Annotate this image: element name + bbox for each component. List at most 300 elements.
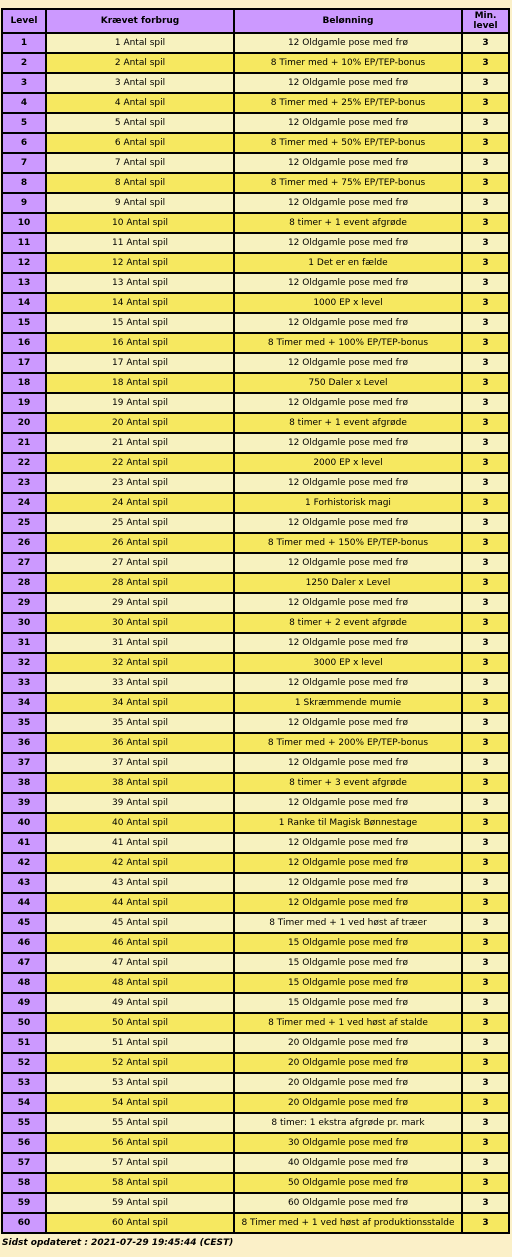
min-level-cell: 3 (463, 594, 508, 612)
min-level-cell: 3 (463, 774, 508, 792)
table-row (3, 614, 508, 632)
required-cell: 45 Antal spil (47, 914, 233, 932)
required-cell: 16 Antal spil (47, 334, 233, 352)
table-row (3, 1054, 508, 1072)
table-row (3, 574, 508, 592)
table-row (3, 134, 508, 152)
min-level-cell: 3 (463, 934, 508, 952)
min-level-cell: 3 (463, 814, 508, 832)
reward-cell: 12 Oldgamle pose med frø (235, 834, 461, 852)
table-row (3, 554, 508, 572)
level-cell: 37 (3, 754, 45, 772)
table-row (3, 674, 508, 692)
reward-cell: 60 Oldgamle pose med frø (235, 1194, 461, 1212)
level-cell: 57 (3, 1154, 45, 1172)
reward-cell: 12 Oldgamle pose med frø (235, 114, 461, 132)
table-row (3, 1074, 508, 1092)
min-level-cell: 3 (463, 974, 508, 992)
required-cell: 27 Antal spil (47, 554, 233, 572)
required-cell: 18 Antal spil (47, 374, 233, 392)
min-level-cell: 3 (463, 374, 508, 392)
min-level-cell: 3 (463, 134, 508, 152)
table-row (3, 1094, 508, 1112)
reward-cell: 1250 Daler x Level (235, 574, 461, 592)
level-cell: 28 (3, 574, 45, 592)
level-cell: 41 (3, 834, 45, 852)
min-level-cell: 3 (463, 334, 508, 352)
required-cell: 42 Antal spil (47, 854, 233, 872)
reward-cell: 12 Oldgamle pose med frø (235, 154, 461, 172)
min-level-cell: 3 (463, 514, 508, 532)
rewards-table (1, 8, 510, 1234)
required-cell: 19 Antal spil (47, 394, 233, 412)
reward-cell: 20 Oldgamle pose med frø (235, 1074, 461, 1092)
required-cell: 47 Antal spil (47, 954, 233, 972)
min-level-cell: 3 (463, 354, 508, 372)
min-level-cell: 3 (463, 634, 508, 652)
level-cell: 49 (3, 994, 45, 1012)
header-min-level-line1: Min. (474, 11, 497, 21)
min-level-cell: 3 (463, 654, 508, 672)
level-cell: 26 (3, 534, 45, 552)
required-cell: 17 Antal spil (47, 354, 233, 372)
table-row (3, 634, 508, 652)
required-cell: 9 Antal spil (47, 194, 233, 212)
table-row (3, 494, 508, 512)
min-level-cell: 3 (463, 234, 508, 252)
reward-cell: 3000 EP x level (235, 654, 461, 672)
table-row (3, 854, 508, 872)
reward-cell: 8 Timer med + 10% EP/TEP-bonus (235, 54, 461, 72)
required-cell: 3 Antal spil (47, 74, 233, 92)
table-row (3, 1034, 508, 1052)
min-level-cell: 3 (463, 174, 508, 192)
level-cell: 18 (3, 374, 45, 392)
required-cell: 37 Antal spil (47, 754, 233, 772)
reward-cell: 8 Timer med + 25% EP/TEP-bonus (235, 94, 461, 112)
required-cell: 26 Antal spil (47, 534, 233, 552)
reward-cell: 8 Timer med + 1 ved høst af produktionsstalde (235, 1214, 461, 1232)
table-row (3, 974, 508, 992)
header-min-level (463, 10, 508, 32)
reward-cell: 12 Oldgamle pose med frø (235, 34, 461, 52)
reward-cell: 8 Timer med + 75% EP/TEP-bonus (235, 174, 461, 192)
level-cell: 31 (3, 634, 45, 652)
reward-cell: 12 Oldgamle pose med frø (235, 74, 461, 92)
table-row (3, 314, 508, 332)
reward-cell: 12 Oldgamle pose med frø (235, 234, 461, 252)
level-cell: 10 (3, 214, 45, 232)
min-level-cell: 3 (463, 1094, 508, 1112)
level-cell: 34 (3, 694, 45, 712)
required-cell: 4 Antal spil (47, 94, 233, 112)
table-row (3, 914, 508, 932)
level-cell: 32 (3, 654, 45, 672)
reward-cell: 12 Oldgamle pose med frø (235, 714, 461, 732)
min-level-cell: 3 (463, 1074, 508, 1092)
table-row (3, 174, 508, 192)
table-row (3, 234, 508, 252)
min-level-cell: 3 (463, 454, 508, 472)
level-cell: 48 (3, 974, 45, 992)
level-cell: 9 (3, 194, 45, 212)
reward-cell: 12 Oldgamle pose med frø (235, 514, 461, 532)
min-level-cell: 3 (463, 1154, 508, 1172)
reward-cell: 8 timer + 1 event afgrøde (235, 214, 461, 232)
table-row (3, 1214, 508, 1232)
min-level-cell: 3 (463, 1034, 508, 1052)
min-level-cell: 3 (463, 1194, 508, 1212)
min-level-cell: 3 (463, 394, 508, 412)
reward-cell: 1 Det er en fælde (235, 254, 461, 272)
level-cell: 59 (3, 1194, 45, 1212)
reward-cell: 12 Oldgamle pose med frø (235, 274, 461, 292)
table-row (3, 114, 508, 132)
level-cell: 16 (3, 334, 45, 352)
required-cell: 30 Antal spil (47, 614, 233, 632)
required-cell: 32 Antal spil (47, 654, 233, 672)
table-row (3, 54, 508, 72)
required-cell: 53 Antal spil (47, 1074, 233, 1092)
header-row (3, 10, 508, 32)
required-cell: 60 Antal spil (47, 1214, 233, 1232)
min-level-cell: 3 (463, 854, 508, 872)
reward-cell: 12 Oldgamle pose med frø (235, 594, 461, 612)
level-cell: 6 (3, 134, 45, 152)
min-level-cell: 3 (463, 614, 508, 632)
level-cell: 22 (3, 454, 45, 472)
reward-cell: 8 Timer med + 100% EP/TEP-bonus (235, 334, 461, 352)
reward-cell: 12 Oldgamle pose med frø (235, 674, 461, 692)
required-cell: 50 Antal spil (47, 1014, 233, 1032)
min-level-cell: 3 (463, 494, 508, 512)
min-level-cell: 3 (463, 214, 508, 232)
table-row (3, 1134, 508, 1152)
level-cell: 39 (3, 794, 45, 812)
table-row (3, 294, 508, 312)
reward-cell: 30 Oldgamle pose med frø (235, 1134, 461, 1152)
level-cell: 21 (3, 434, 45, 452)
level-cell: 12 (3, 254, 45, 272)
table-row (3, 994, 508, 1012)
min-level-cell: 3 (463, 1174, 508, 1192)
required-cell: 59 Antal spil (47, 1194, 233, 1212)
table-row (3, 954, 508, 972)
table-row (3, 594, 508, 612)
table-row (3, 34, 508, 52)
header-reward: Belønning (235, 10, 461, 32)
required-cell: 11 Antal spil (47, 234, 233, 252)
level-cell: 23 (3, 474, 45, 492)
required-cell: 57 Antal spil (47, 1154, 233, 1172)
required-cell: 1 Antal spil (47, 34, 233, 52)
required-cell: 7 Antal spil (47, 154, 233, 172)
level-cell: 60 (3, 1214, 45, 1232)
min-level-cell: 3 (463, 894, 508, 912)
level-cell: 36 (3, 734, 45, 752)
reward-cell: 8 Timer med + 50% EP/TEP-bonus (235, 134, 461, 152)
table-row (3, 1014, 508, 1032)
reward-cell: 20 Oldgamle pose med frø (235, 1094, 461, 1112)
required-cell: 43 Antal spil (47, 874, 233, 892)
level-cell: 46 (3, 934, 45, 952)
min-level-cell: 3 (463, 1014, 508, 1032)
min-level-cell: 3 (463, 674, 508, 692)
min-level-cell: 3 (463, 754, 508, 772)
level-cell: 38 (3, 774, 45, 792)
min-level-cell: 3 (463, 294, 508, 312)
level-cell: 15 (3, 314, 45, 332)
table-row (3, 1194, 508, 1212)
level-cell: 54 (3, 1094, 45, 1112)
table-row (3, 434, 508, 452)
level-cell: 8 (3, 174, 45, 192)
min-level-cell: 3 (463, 74, 508, 92)
table-row (3, 274, 508, 292)
table-row (3, 654, 508, 672)
table-row (3, 474, 508, 492)
required-cell: 38 Antal spil (47, 774, 233, 792)
required-cell: 15 Antal spil (47, 314, 233, 332)
min-level-cell: 3 (463, 1134, 508, 1152)
level-cell: 42 (3, 854, 45, 872)
table-row (3, 94, 508, 112)
table-row (3, 194, 508, 212)
required-cell: 48 Antal spil (47, 974, 233, 992)
reward-cell: 12 Oldgamle pose med frø (235, 434, 461, 452)
reward-cell: 8 timer + 1 event afgrøde (235, 414, 461, 432)
reward-cell: 12 Oldgamle pose med frø (235, 194, 461, 212)
reward-cell: 8 timer + 3 event afgrøde (235, 774, 461, 792)
required-cell: 25 Antal spil (47, 514, 233, 532)
min-level-cell: 3 (463, 314, 508, 332)
level-cell: 53 (3, 1074, 45, 1092)
level-cell: 43 (3, 874, 45, 892)
min-level-cell: 3 (463, 954, 508, 972)
required-cell: 40 Antal spil (47, 814, 233, 832)
level-cell: 30 (3, 614, 45, 632)
min-level-cell: 3 (463, 114, 508, 132)
level-cell: 29 (3, 594, 45, 612)
min-level-cell: 3 (463, 794, 508, 812)
reward-cell: 12 Oldgamle pose med frø (235, 894, 461, 912)
level-cell: 3 (3, 74, 45, 92)
min-level-cell: 3 (463, 434, 508, 452)
table-row (3, 814, 508, 832)
level-cell: 1 (3, 34, 45, 52)
header-required: Krævet forbrug (47, 10, 233, 32)
required-cell: 29 Antal spil (47, 594, 233, 612)
reward-cell: 12 Oldgamle pose med frø (235, 394, 461, 412)
table-row (3, 894, 508, 912)
level-cell: 50 (3, 1014, 45, 1032)
table-row (3, 334, 508, 352)
table-row (3, 754, 508, 772)
required-cell: 10 Antal spil (47, 214, 233, 232)
required-cell: 31 Antal spil (47, 634, 233, 652)
reward-cell: 20 Oldgamle pose med frø (235, 1054, 461, 1072)
table-row (3, 1174, 508, 1192)
reward-cell: 12 Oldgamle pose med frø (235, 634, 461, 652)
reward-cell: 12 Oldgamle pose med frø (235, 754, 461, 772)
reward-cell: 750 Daler x Level (235, 374, 461, 392)
required-cell: 41 Antal spil (47, 834, 233, 852)
required-cell: 13 Antal spil (47, 274, 233, 292)
level-cell: 4 (3, 94, 45, 112)
required-cell: 24 Antal spil (47, 494, 233, 512)
last-updated: Sidst opdateret : 2021-07-29 19:45:44 (CEST) (2, 1238, 234, 1248)
required-cell: 20 Antal spil (47, 414, 233, 432)
table-row (3, 1154, 508, 1172)
table-row (3, 214, 508, 232)
required-cell: 44 Antal spil (47, 894, 233, 912)
required-cell: 28 Antal spil (47, 574, 233, 592)
reward-cell: 1 Skræmmende mumie (235, 694, 461, 712)
min-level-cell: 3 (463, 254, 508, 272)
level-cell: 27 (3, 554, 45, 572)
level-cell: 7 (3, 154, 45, 172)
min-level-cell: 3 (463, 714, 508, 732)
min-level-cell: 3 (463, 994, 508, 1012)
required-cell: 33 Antal spil (47, 674, 233, 692)
level-cell: 5 (3, 114, 45, 132)
reward-cell: 1 Forhistorisk magi (235, 494, 461, 512)
required-cell: 35 Antal spil (47, 714, 233, 732)
required-cell: 12 Antal spil (47, 254, 233, 272)
required-cell: 34 Antal spil (47, 694, 233, 712)
reward-cell: 2000 EP x level (235, 454, 461, 472)
min-level-cell: 3 (463, 874, 508, 892)
level-cell: 13 (3, 274, 45, 292)
reward-cell: 15 Oldgamle pose med frø (235, 954, 461, 972)
reward-cell: 40 Oldgamle pose med frø (235, 1154, 461, 1172)
table-row (3, 794, 508, 812)
required-cell: 54 Antal spil (47, 1094, 233, 1112)
required-cell: 56 Antal spil (47, 1134, 233, 1152)
table-row (3, 1114, 508, 1132)
required-cell: 39 Antal spil (47, 794, 233, 812)
min-level-cell: 3 (463, 834, 508, 852)
table-row (3, 874, 508, 892)
header-min-level-line2: level (473, 21, 498, 31)
min-level-cell: 3 (463, 94, 508, 112)
table-row (3, 74, 508, 92)
reward-cell: 12 Oldgamle pose med frø (235, 854, 461, 872)
reward-cell: 12 Oldgamle pose med frø (235, 474, 461, 492)
required-cell: 52 Antal spil (47, 1054, 233, 1072)
required-cell: 5 Antal spil (47, 114, 233, 132)
level-cell: 44 (3, 894, 45, 912)
table-row (3, 934, 508, 952)
level-cell: 52 (3, 1054, 45, 1072)
reward-cell: 12 Oldgamle pose med frø (235, 554, 461, 572)
reward-cell: 1000 EP x level (235, 294, 461, 312)
reward-cell: 20 Oldgamle pose med frø (235, 1034, 461, 1052)
min-level-cell: 3 (463, 694, 508, 712)
required-cell: 51 Antal spil (47, 1034, 233, 1052)
min-level-cell: 3 (463, 1114, 508, 1132)
required-cell: 55 Antal spil (47, 1114, 233, 1132)
reward-cell: 8 Timer med + 150% EP/TEP-bonus (235, 534, 461, 552)
level-cell: 20 (3, 414, 45, 432)
min-level-cell: 3 (463, 194, 508, 212)
min-level-cell: 3 (463, 274, 508, 292)
reward-cell: 8 Timer med + 1 ved høst af stalde (235, 1014, 461, 1032)
table-row (3, 734, 508, 752)
table-row (3, 774, 508, 792)
reward-cell: 1 Ranke til Magisk Bønnestage (235, 814, 461, 832)
min-level-cell: 3 (463, 154, 508, 172)
level-cell: 47 (3, 954, 45, 972)
required-cell: 2 Antal spil (47, 54, 233, 72)
level-cell: 14 (3, 294, 45, 312)
reward-cell: 8 Timer med + 1 ved høst af træer (235, 914, 461, 932)
level-cell: 25 (3, 514, 45, 532)
reward-cell: 8 Timer med + 200% EP/TEP-bonus (235, 734, 461, 752)
table-row (3, 394, 508, 412)
min-level-cell: 3 (463, 1054, 508, 1072)
table-row (3, 414, 508, 432)
min-level-cell: 3 (463, 574, 508, 592)
required-cell: 46 Antal spil (47, 934, 233, 952)
reward-cell: 50 Oldgamle pose med frø (235, 1174, 461, 1192)
reward-cell: 8 timer: 1 ekstra afgrøde pr. mark (235, 1114, 461, 1132)
reward-cell: 15 Oldgamle pose med frø (235, 994, 461, 1012)
required-cell: 8 Antal spil (47, 174, 233, 192)
level-cell: 56 (3, 1134, 45, 1152)
required-cell: 6 Antal spil (47, 134, 233, 152)
level-cell: 55 (3, 1114, 45, 1132)
required-cell: 22 Antal spil (47, 454, 233, 472)
level-cell: 58 (3, 1174, 45, 1192)
table-row (3, 154, 508, 172)
level-cell: 11 (3, 234, 45, 252)
table-row (3, 254, 508, 272)
table-row (3, 354, 508, 372)
level-cell: 2 (3, 54, 45, 72)
min-level-cell: 3 (463, 414, 508, 432)
header-level: Level (3, 10, 45, 32)
level-cell: 35 (3, 714, 45, 732)
min-level-cell: 3 (463, 1214, 508, 1232)
reward-cell: 12 Oldgamle pose med frø (235, 794, 461, 812)
reward-cell: 12 Oldgamle pose med frø (235, 314, 461, 332)
required-cell: 14 Antal spil (47, 294, 233, 312)
reward-cell: 12 Oldgamle pose med frø (235, 354, 461, 372)
reward-cell: 12 Oldgamle pose med frø (235, 874, 461, 892)
min-level-cell: 3 (463, 34, 508, 52)
table-row (3, 834, 508, 852)
level-cell: 45 (3, 914, 45, 932)
table-row (3, 534, 508, 552)
table-row (3, 514, 508, 532)
min-level-cell: 3 (463, 54, 508, 72)
level-cell: 19 (3, 394, 45, 412)
required-cell: 21 Antal spil (47, 434, 233, 452)
min-level-cell: 3 (463, 554, 508, 572)
min-level-cell: 3 (463, 474, 508, 492)
level-cell: 51 (3, 1034, 45, 1052)
reward-cell: 15 Oldgamle pose med frø (235, 934, 461, 952)
level-cell: 33 (3, 674, 45, 692)
reward-cell: 15 Oldgamle pose med frø (235, 974, 461, 992)
level-cell: 40 (3, 814, 45, 832)
required-cell: 23 Antal spil (47, 474, 233, 492)
reward-cell: 8 timer + 2 event afgrøde (235, 614, 461, 632)
table-row (3, 374, 508, 392)
min-level-cell: 3 (463, 534, 508, 552)
level-cell: 24 (3, 494, 45, 512)
